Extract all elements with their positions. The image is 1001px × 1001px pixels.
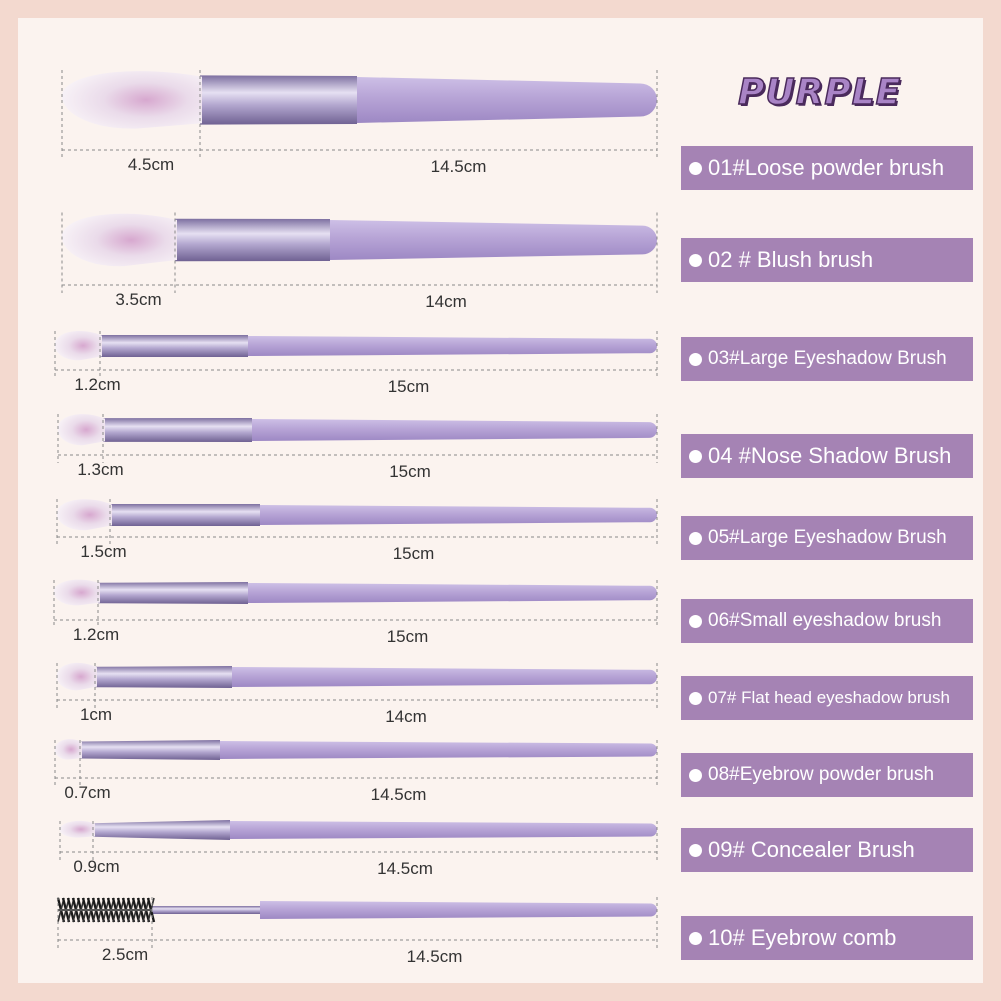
brush-1 bbox=[62, 70, 657, 176]
brush-ferrule bbox=[175, 219, 330, 262]
bullet-icon bbox=[689, 844, 702, 857]
brush-handle bbox=[357, 77, 657, 123]
brush-head bbox=[62, 71, 202, 128]
head-length: 1.5cm bbox=[80, 542, 127, 561]
brush-label-5 bbox=[681, 516, 973, 560]
handle-length: 15cm bbox=[387, 377, 430, 396]
brush-head bbox=[54, 580, 100, 606]
head-length: 3.5cm bbox=[115, 290, 162, 309]
handle-length: 14.5cm bbox=[430, 157, 487, 176]
handle-length: 14.5cm bbox=[370, 785, 427, 804]
bullet-icon bbox=[689, 615, 702, 628]
handle-length: 14.5cm bbox=[406, 947, 463, 966]
brush-8 bbox=[55, 739, 657, 804]
bullet-icon bbox=[689, 932, 702, 945]
bullet-icon bbox=[689, 162, 702, 175]
brush-label-text: 08#Eyebrow powder brush bbox=[708, 764, 935, 785]
brush-head bbox=[55, 739, 82, 759]
brush-label-1 bbox=[681, 146, 973, 190]
brush-handle bbox=[248, 583, 657, 603]
brush-9 bbox=[60, 820, 657, 878]
head-length: 1cm bbox=[79, 705, 113, 724]
brush-head bbox=[55, 331, 102, 360]
brush-head bbox=[60, 821, 95, 838]
brush-label-2 bbox=[681, 238, 973, 282]
bullet-icon bbox=[689, 769, 702, 782]
handle-length: 15cm bbox=[386, 627, 429, 646]
brush-label-text: 07# Flat head eyeshadow brush bbox=[708, 688, 950, 707]
head-length: 0.7cm bbox=[64, 783, 111, 802]
brush-label-8 bbox=[681, 753, 973, 797]
brush-head bbox=[58, 414, 105, 445]
brush-head bbox=[57, 499, 112, 530]
brush-label-text: 01#Loose powder brush bbox=[708, 155, 945, 180]
bullet-icon bbox=[689, 450, 702, 463]
head-length: 2.5cm bbox=[101, 945, 149, 964]
brush-5 bbox=[57, 499, 657, 563]
handle-length: 14cm bbox=[385, 707, 427, 726]
brush-label-10 bbox=[681, 916, 973, 960]
brush-label-text: 04 #Nose Shadow Brush bbox=[708, 443, 952, 468]
brush-handle bbox=[220, 741, 657, 759]
brush-label-7 bbox=[681, 676, 973, 720]
brush-ferrule bbox=[98, 582, 248, 604]
bullet-icon bbox=[689, 353, 702, 366]
brush-ferrule bbox=[80, 740, 220, 760]
brush-label-4 bbox=[681, 434, 973, 478]
head-length: 1.2cm bbox=[74, 375, 121, 394]
brush-ferrule bbox=[103, 418, 252, 442]
brush-ferrule bbox=[110, 504, 260, 526]
brush-handle bbox=[252, 419, 657, 441]
brush-2 bbox=[62, 213, 657, 312]
brush-label-text: 09# Concealer Brush bbox=[708, 837, 915, 862]
brush-ferrule bbox=[100, 335, 248, 357]
brush-10 bbox=[58, 897, 657, 966]
handle-length: 15cm bbox=[389, 462, 431, 481]
brush-head bbox=[57, 663, 97, 690]
brush-handle bbox=[260, 505, 657, 525]
brush-handle bbox=[330, 220, 657, 260]
head-length: 0.9cm bbox=[73, 857, 120, 876]
brush-label-6 bbox=[681, 599, 973, 643]
brush-6 bbox=[54, 580, 657, 646]
brush-4 bbox=[58, 414, 657, 481]
handle-length: 14.5cm bbox=[377, 859, 433, 878]
brush-head bbox=[62, 214, 177, 266]
brush-ferrule bbox=[93, 820, 230, 840]
head-length: 4.5cm bbox=[127, 155, 175, 174]
brush-handle bbox=[230, 821, 657, 839]
head-length: 1.2cm bbox=[72, 625, 120, 644]
handle-length: 14cm bbox=[425, 292, 467, 311]
brush-7 bbox=[57, 663, 657, 726]
brush-label-text: 06#Small eyeshadow brush bbox=[708, 610, 942, 631]
spoolie-head bbox=[58, 898, 154, 922]
bullet-icon bbox=[689, 692, 702, 705]
head-length: 1.3cm bbox=[77, 460, 124, 479]
brush-ferrule bbox=[200, 75, 357, 124]
color-title: PURPLE bbox=[738, 72, 902, 113]
handle-length: 15cm bbox=[392, 544, 435, 563]
brush-label-3 bbox=[681, 337, 973, 381]
brush-handle bbox=[248, 336, 657, 356]
brush-label-text: 05#Large Eyeshadow Brush bbox=[708, 527, 947, 548]
brush-label-text: 03#Large Eyeshadow Brush bbox=[708, 348, 947, 369]
brush-ferrule bbox=[152, 906, 260, 914]
brush-handle bbox=[260, 901, 657, 919]
bullet-icon bbox=[689, 532, 702, 545]
brush-label-text: 10# Eyebrow comb bbox=[708, 925, 897, 950]
bullet-icon bbox=[689, 254, 702, 267]
brush-3 bbox=[55, 331, 657, 396]
brush-ferrule bbox=[95, 666, 232, 688]
brush-label-text: 02 # Blush brush bbox=[708, 247, 874, 272]
brush-label-9 bbox=[681, 828, 973, 872]
brush-handle bbox=[232, 667, 657, 687]
